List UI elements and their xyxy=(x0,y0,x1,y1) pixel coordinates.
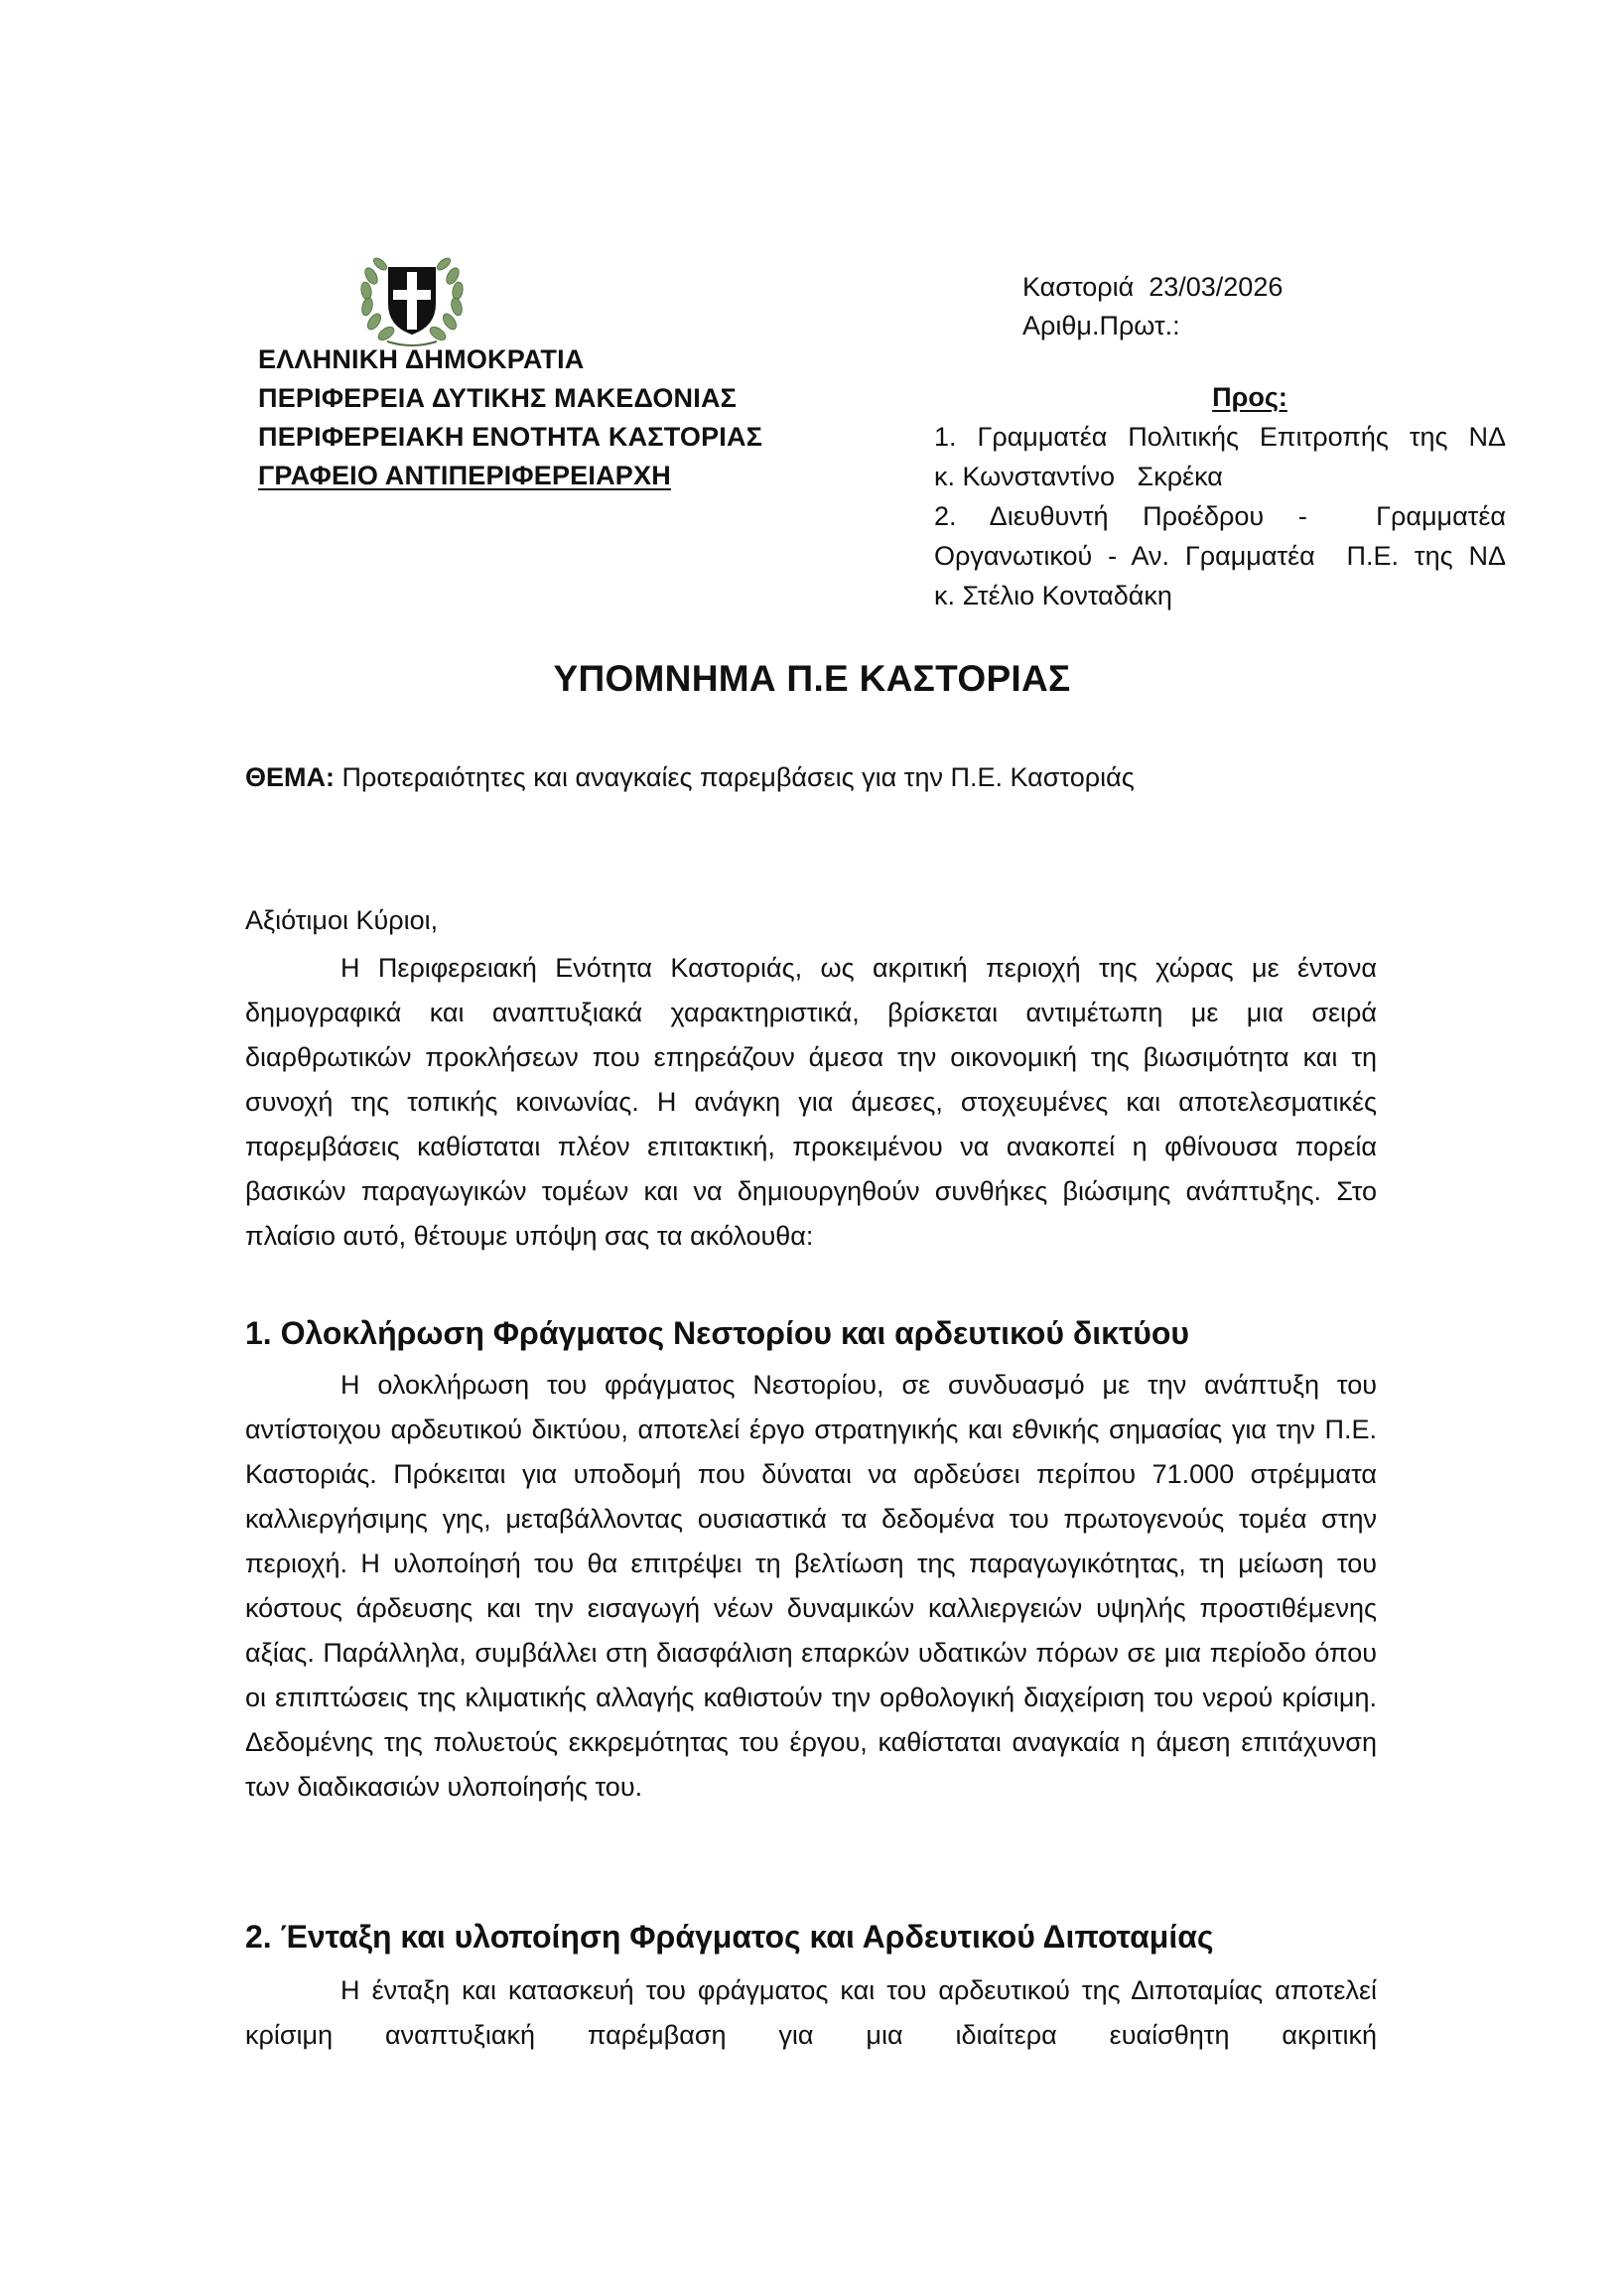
memo-title: ΥΠΟΜΝΗΜΑ Π.Ε ΚΑΣΤΟΡΙΑΣ xyxy=(553,658,1071,699)
subject-label: ΘΕΜΑ: xyxy=(245,762,335,792)
subject-text: Προτεραιότητες και αναγκαίες παρεμβάσεις για την Π.Ε. Καστοριάς xyxy=(335,762,1135,792)
greek-emblem-icon xyxy=(357,246,467,349)
memo-subject xyxy=(245,762,1135,793)
sender-line-unit: ΠΕΡΙΦΕΡΕΙΑΚΗ ΕΝΟΤΗΤΑ ΚΑΣΤΟΡΙΑΣ xyxy=(258,422,763,452)
recipient-line-2: κ. Κωνσταντίνο Σκρέκα xyxy=(934,462,1223,491)
date-line: Καστοριά 23/03/2026 xyxy=(1022,272,1284,302)
intro-paragraph: Η Περιφερειακή Ενότητα Καστοριάς, ως ακριτική περιοχή της χώρας με έντονα δημογραφικά και αναπτυξιακά χαρακτηριστικά, βρίσκεται αντιμέτωπη με μια σειρά διαρθρωτικών προκλήσεων που επηρεάζουν άμεσα την οικονομική της βιωσιμότητα και τη συνοχή της τοπικής κοινωνίας. Η ανάγκη για άμεσες, στοχευμένες και αποτελεσματικές παρεμβάσεις καθίσταται πλέον επιτακτική, προκειμένου να ανακοπεί η φθίνουσα πορεία βασικών παραγωγικών τομέων και να δημιουργηθούν συνθήκες βιώσιμης ανάπτυξης. Στο πλαίσιο αυτό, θέτουμε υπόψη σας τα ακόλουθα: xyxy=(245,953,1377,1251)
greeting: Αξιότιμοι Κύριοι, xyxy=(245,905,439,935)
sender-block xyxy=(258,340,762,495)
date-block xyxy=(1022,268,1283,345)
recipient-line-4: Οργανωτικού - Αν. Γραμματέα Π.Ε. της ΝΔ xyxy=(934,541,1506,571)
protocol-line: Αριθμ.Πρωτ.: xyxy=(1022,311,1180,340)
section-1-heading: 1. Ολοκλήρωση Φράγματος Νεστορίου και αρδευτικού δικτύου xyxy=(245,1315,1190,1351)
recipients-label: Προς: xyxy=(1212,382,1287,412)
sender-line-office: ΓΡΑΦΕΙΟ ΑΝΤΙΠΕΡΙΦΕΡΕΙΑΡΧΗ xyxy=(258,461,671,490)
section-2-paragraph: Η ένταξη και κατασκευή του φράγματος και του αρδευτικού της Διποταμίας αποτελεί κρίσιμη αναπτυξιακή παρέμβαση για μια ιδιαίτερα ευαίσθητη ακριτική xyxy=(245,1975,1377,2050)
recipient-line-5: κ. Στέλιο Κονταδάκη xyxy=(934,581,1172,610)
sender-line-region: ΠΕΡΙΦΕΡΕΙΑ ΔΥΤΙΚΗΣ ΜΑΚΕΔΟΝΙΑΣ xyxy=(258,383,738,413)
recipients-block xyxy=(934,377,1506,615)
section-2-heading: 2. Ένταξη και υλοποίηση Φράγματος και Αρδευτικού Διποταμίας xyxy=(245,1919,1214,1955)
section-1-paragraph: Η ολοκλήρωση του φράγματος Νεστορίου, σε συνδυασμό με την ανάπτυξη του αντίστοιχου αρδευτικού δικτύου, αποτελεί έργο στρατηγικής και εθνικής σημασίας για την Π.Ε. Καστοριάς. Πρόκειται για υποδομή που δύναται να αρδεύσει περίπου 71.000 στρέμματα καλλιεργήσιμης γης, μεταβάλλοντας ουσιαστικά τα δεδομένα του πρωτογενούς τομέα στην περιοχή. Η υλοποίησή του θα επιτρέψει τη βελτίωση της παραγωγικότητας, τη μείωση του κόστους άρδευσης και την εισαγωγή νέων δυναμικών καλλιεργειών υψηλής προστιθέμενης αξίας. Παράλληλα, συμβάλλει στη διασφάλιση επαρκών υδατικών πόρων σε μια περίοδο όπου οι επιπτώσεις της κλιματικής αλλαγής καθιστούν την ορθολογική διαχείριση του νερού κρίσιμη. Δεδομένης της πολυετούς εκκρεμότητας του έργου, καθίσταται αναγκαία η άμεση επιτάχυνση των διαδικασιών υλοποίησής του. xyxy=(245,1370,1377,1802)
recipient-line-3: 2. Διευθυντή Προέδρου - Γραμματέα xyxy=(934,501,1506,531)
sender-line-state: ΕΛΛΗΝΙΚΗ ΔΗΜΟΚΡΑΤΙΑ xyxy=(258,344,585,374)
recipient-line-1: 1. Γραμματέα Πολιτικής Επιτροπής της ΝΔ xyxy=(934,422,1506,452)
